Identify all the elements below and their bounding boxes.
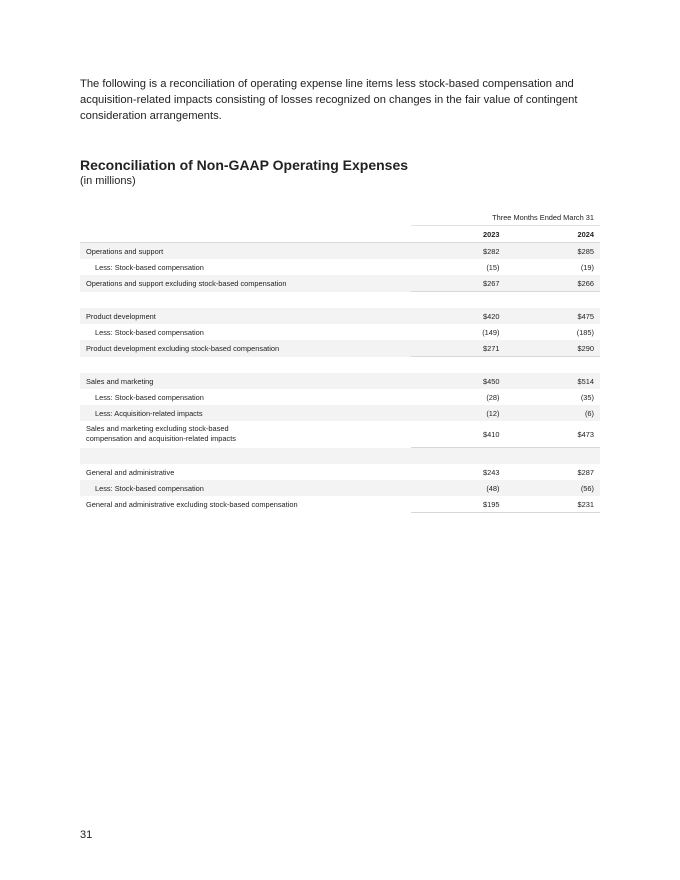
value-2024: $231 [505,496,600,513]
table-row [80,464,600,480]
table-header-period-row [80,209,600,226]
row-label [80,421,411,448]
value-2024: (56) [505,480,600,496]
value-2024: (35) [580,392,594,402]
spacer-row [80,448,600,465]
table-row-total [80,496,600,513]
row-label: Operations and support [80,243,411,260]
value-2024: $290 [505,340,600,357]
table-row [80,308,600,324]
intro-paragraph: The following is a reconciliation of operating expense line items less stock-based compensation and acquisition-related impacts consisting of losses recognized on changes in the fair value of contingent consideration arrangements. [80,78,578,122]
col-header-2024: 2024 [505,226,600,243]
row-label: General and administrative [86,467,175,477]
period-header: Three Months Ended March 31 [411,209,600,226]
value-2023: (149) [482,327,500,337]
value-2024: $287 [577,467,594,477]
value-2024: $473 [505,421,600,448]
value-2024: (6) [505,405,600,421]
value-2023: $243 [483,467,500,477]
row-label: Product development excluding stock-based compensation [80,340,411,357]
table-row [80,405,600,421]
value-2023: $450 [411,373,506,389]
reconciliation-table [80,209,600,513]
row-label-line-2: compensation and acquisition-related impacts [86,434,236,444]
value-2023: $410 [411,421,506,448]
section-title: Reconciliation of Non-GAAP Operating Expenses [80,157,409,173]
row-label: Less: Acquisition-related impacts [80,405,411,421]
row-label: Less: Stock-based compensation [95,262,204,272]
page-number: 31 [80,829,93,841]
value-2024: (185) [576,327,594,337]
value-2024: $285 [505,243,600,260]
table-row [80,259,600,275]
table-row-total [80,275,600,292]
row-label: Sales and marketing [80,373,411,389]
value-2024: $514 [505,373,600,389]
table-row-total [80,421,600,448]
value-2023: (28) [486,392,500,402]
row-label: Less: Stock-based compensation [95,327,204,337]
value-2024: (19) [580,262,594,272]
spacer-row [80,292,600,309]
table-header-year-row [80,226,600,243]
table-row [80,243,600,260]
table-row [80,389,600,405]
value-2023: $271 [411,340,506,357]
spacer-row [80,357,600,374]
section-subtitle: (in millions) [80,175,136,187]
col-header-2023: 2023 [411,226,506,243]
value-2023: $282 [411,243,506,260]
row-label-line-1: Sales and marketing excluding stock-based [86,424,229,434]
table-row [80,324,600,340]
table-row [80,480,600,496]
value-2023: $195 [411,496,506,513]
value-2024: $475 [505,308,600,324]
value-2023: (12) [411,405,506,421]
value-2023: $267 [411,275,506,292]
row-label: Less: Stock-based compensation [80,480,411,496]
row-label: General and administrative excluding stock-based compensation [86,499,298,509]
row-label: Product development [80,308,411,324]
value-2023: (15) [486,262,500,272]
table-row-total [80,340,600,357]
row-label: Operations and support excluding stock-based compensation [80,275,411,292]
value-2024: $266 [505,275,600,292]
row-label: Less: Stock-based compensation [95,392,204,402]
value-2023: (48) [411,480,506,496]
value-2023: $420 [411,308,506,324]
table-row [80,373,600,389]
